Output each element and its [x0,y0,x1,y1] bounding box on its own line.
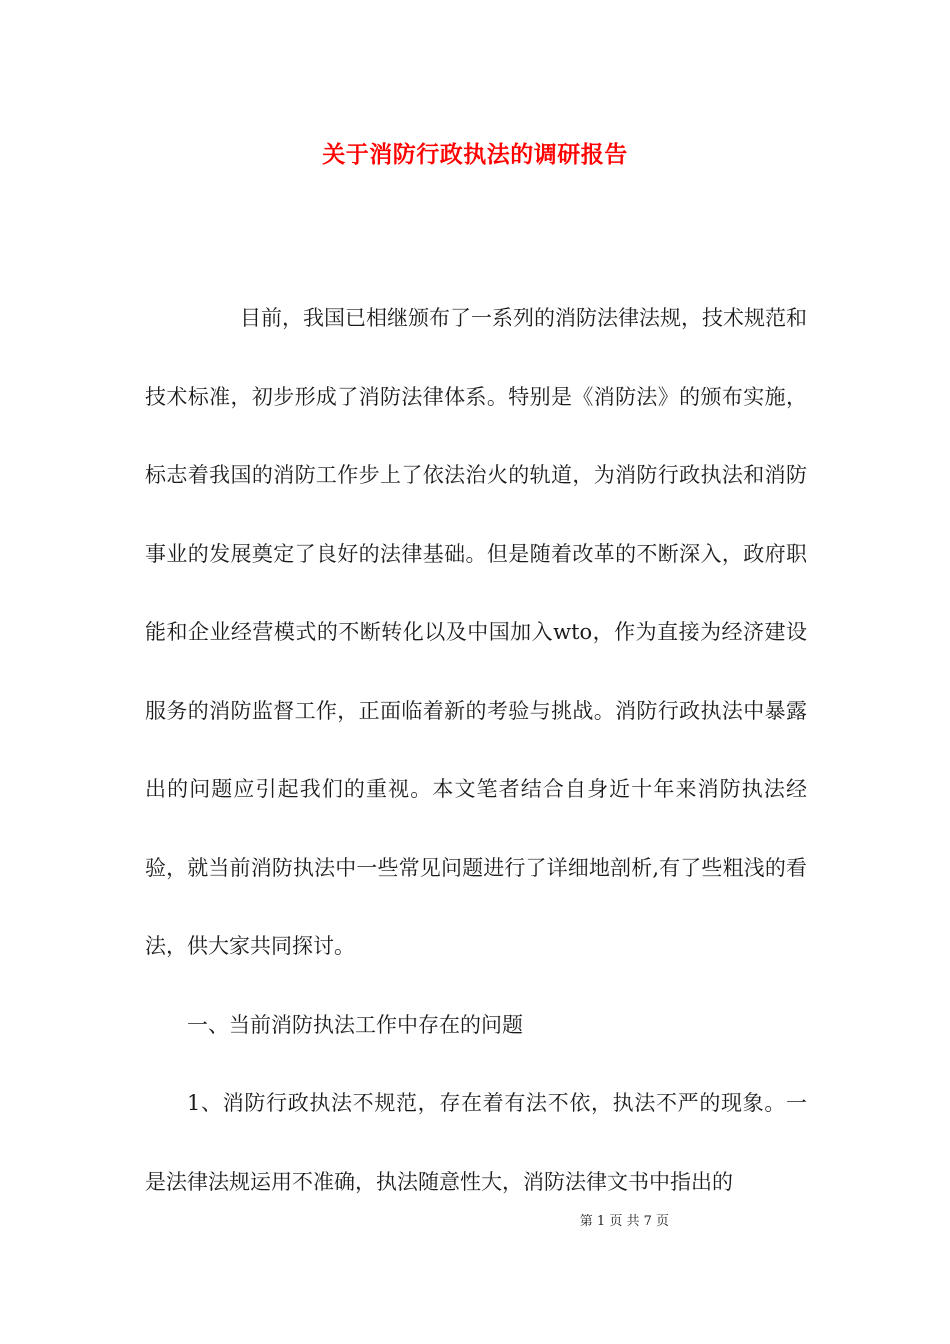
paragraph-item-1: 1、消防行政执法不规范，存在着有法不依，执法不严的现象。一是法律法规运用不准确，执法随意性大，消防法律文书中指出的 [145,1091,807,1194]
page-footer: 第 1 页 共 7 页 [579,1214,669,1229]
section-heading: 一、当前消防执法工作中存在的问题 [187,1012,523,1037]
document-body [145,279,807,1221]
document-title: 关于消防行政执法的调研报告 [322,141,628,168]
paragraph-intro: 目前，我国已相继颁布了一系列的消防法律法规，技术规范和技术标准，初步形成了消防法律体系。特别是《消防法》的颁布实施，标志着我国的消防工作步上了依法治火的轨道，为消防行政执法和消防事业的发展奠定了良好的法律基础。但是随着改革的不断深入，政府职能和企业经营模式的不断转化以及中国加入wto，作为直接为经济建设服务的消防监督工作，正面临着新的考验与挑战。消防行政执法中暴露出的问题应引起我们的重视。本文笔者结合自身近十年来消防执法经验，就当前消防执法中一些常见问题进行了详细地剖析,有了些粗浅的看法，供大家共同探讨。 [145,306,807,958]
